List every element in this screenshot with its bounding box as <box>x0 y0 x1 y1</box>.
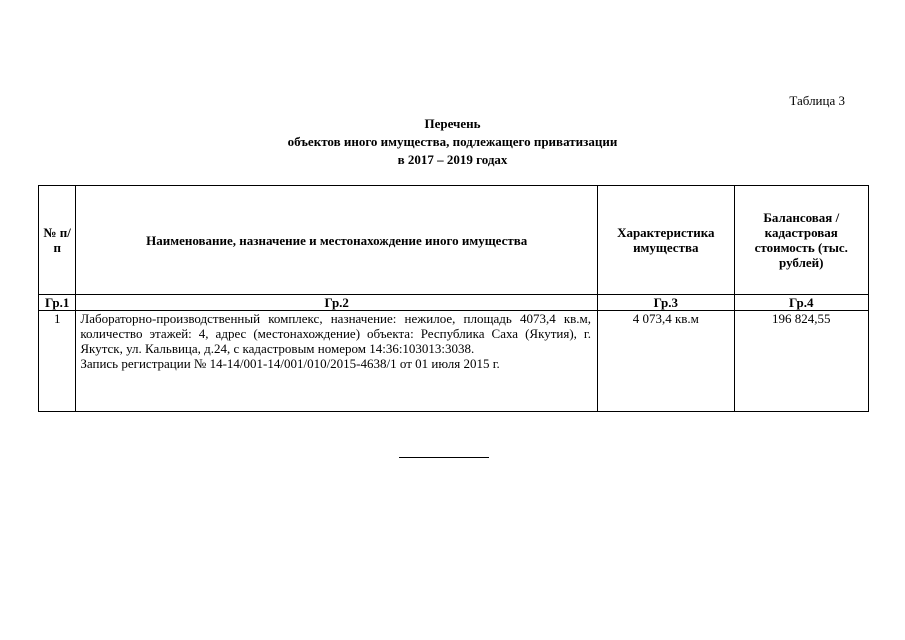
row-registration: Запись регистрации № 14-14/001-14/001/010/2015-4638/1 от 01 июля 2015 г. <box>80 356 500 371</box>
table-number-label: Таблица 3 <box>789 93 845 108</box>
row-number: 1 <box>39 311 76 412</box>
row-description: Лабораторно-производственный комплекс, назначение: нежилое, площадь 4073,4 кв.м, количество этажей: 4, адрес (местонахождение) объекта: Республика Саха (Якутия), г. Якутск, ул. Кальвица, д.24, с кадастровым номером 14:36:103013:3038. <box>80 311 592 356</box>
column-number-row <box>39 295 869 311</box>
column-number-4: Гр.4 <box>734 295 868 311</box>
column-number-2: Гр.2 <box>76 295 598 311</box>
column-number-3: Гр.3 <box>598 295 734 311</box>
row-description-cell <box>76 311 598 412</box>
header-name: Наименование, назначение и местонахождение иного имущества <box>76 186 598 295</box>
title-line-2: объектов иного имущества, подлежащего приватизации <box>287 134 618 149</box>
row-characteristic: 4 073,4 кв.м <box>598 311 734 412</box>
table-row <box>39 311 869 412</box>
header-characteristic: Характеристика имущества <box>598 186 734 295</box>
title-line-1: Перечень <box>424 116 481 131</box>
title-line-3: в 2017 – 2019 годах <box>397 152 508 167</box>
row-value: 196 824,55 <box>734 311 868 412</box>
column-number-1: Гр.1 <box>39 295 76 311</box>
property-table <box>38 185 869 412</box>
footer-divider <box>399 457 489 458</box>
header-row <box>39 186 869 295</box>
document-title <box>0 115 905 169</box>
header-number: № п/п <box>39 186 76 295</box>
header-value: Балансовая / кадастровая стоимость (тыс. рублей) <box>734 186 868 295</box>
